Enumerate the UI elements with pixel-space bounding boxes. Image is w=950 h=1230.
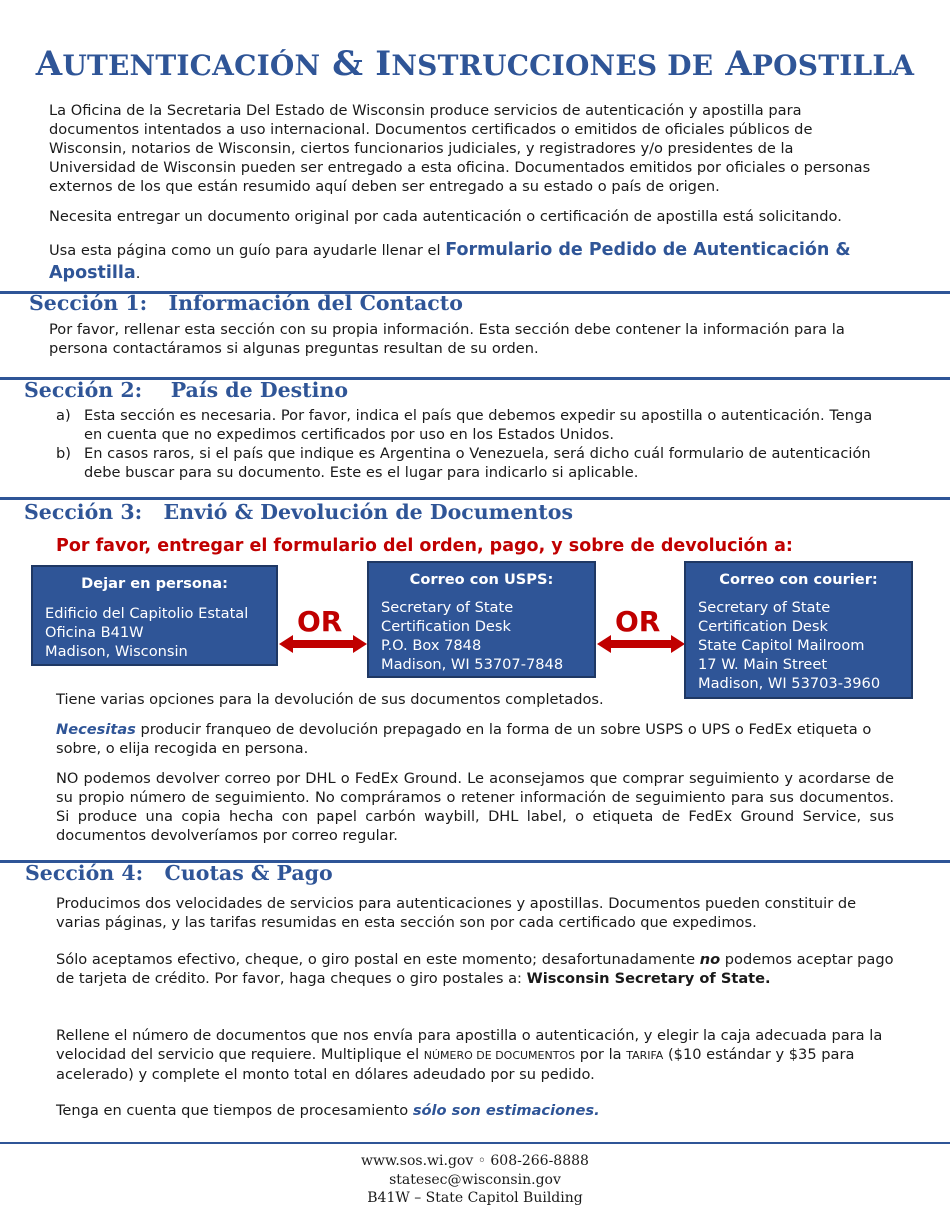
return-options-text: Tiene varias opciones para la devolución de sus documentos completados.: [56, 691, 604, 708]
list-item: a) Esta sección es necesaria. Por favor, indica el país que debemos expedir su apostilla o autenticación. Tenga en cuenta que no expedimos certificados por uso en los Estados Unidos.: [56, 407, 873, 443]
order-form-link[interactable]: Formulario de Pedido de Autenticación & Apostilla: [49, 240, 851, 283]
double-arrow-icon: [597, 633, 685, 655]
double-arrow-icon: [279, 633, 367, 655]
courier-title: Correo con courier:: [719, 571, 878, 588]
section-1-text: Por favor, rellenar esta sección con su propia información. Esta sección debe contener la información para la persona contactáramos si algunas preguntas resultan de su orden.: [49, 321, 845, 357]
payee-name: Wisconsin Secretary of State.: [526, 970, 771, 987]
fee-calculation-text: Rellene el número de documentos que nos envía para apostilla o autenticación, y elegir la caja adecuada para la velocidad del servicio que requiere. Multiplique el NÚMERO DE DOCUMENTOS por la TARIFA ($10 estándar y $35 para acelerado) y complete el monto total en dólares adeudado por su pedido.: [56, 1027, 883, 1083]
fees-intro-text: Producimos dos velocidades de servicios para autenticaciones y apostillas. Documentos pueden constituir de varias páginas, y las tarifas resumidas en esta sección son por cada certificado que expedimos.: [56, 895, 857, 931]
section-3-heading: Sección 3: Envió & Devolución de Documentos: [24, 500, 573, 524]
submission-instructions-heading: Por favor, entregar el formulario del orden, pago, y sobre de devolución a:: [56, 536, 793, 556]
or-label: OR: [297, 605, 343, 638]
footer-address: B41W – State Capitol Building: [367, 1190, 583, 1206]
usps-box: Correo con USPS: Secretary of State Certification Desk P.O. Box 7848 Madison, WI 53707-7848: [367, 561, 596, 678]
footer-divider: [0, 1142, 950, 1144]
footer-email: statesec@wisconsin.gov: [389, 1172, 561, 1188]
intro-guide-paragraph: Usa esta página como un guío para ayudarle llenar el Formulario de Pedido de Autenticación & Apostilla.: [49, 240, 851, 283]
in-person-box: Dejar en persona: Edificio del Capitolio Estatal Oficina B41W Madison, Wisconsin: [31, 565, 278, 666]
footer-contact: www.sos.wi.gov ◦ 608-266-8888: [361, 1153, 589, 1169]
tracking-notice-text: NO podemos devolver correo por DHL o FedEx Ground. Le aconsejamos que comprar seguimiento y acordarse de su propio número de seguimiento. No compráramos o retener información de seguimiento para sus documentos. Si produce una copia hecha con papel carbón waybill, DHL label, o etiqueta de FedEx Ground Service, sus documentos devolveríamos por correo regular.: [56, 770, 894, 844]
return-postage-text: Necesitas producir franqueo de devolución prepagado en la forma de un sobre USPS o UPS o FedEx etiqueta o sobre, o elija recogida en persona.: [56, 721, 872, 757]
payment-methods-text: Sólo aceptamos efectivo, cheque, o giro postal en este momento; desafortunadamente no podemos aceptar pago de tarjeta de crédito. Por favor, haga cheques o giro postales a: Wisconsin Secretary of State.: [56, 951, 894, 987]
list-item: b) En casos raros, si el país que indique es Argentina o Venezuela, será dicho cuál formulario de autenticación debe buscar para su documento. Este es el lugar para indicarlo si aplicable.: [56, 445, 871, 481]
intro-original-document-note: Necesita entregar un documento original por cada autenticación o certificación de apostilla está solicitando.: [49, 208, 842, 225]
usps-title: Correo con USPS:: [409, 571, 554, 588]
or-label: OR: [615, 605, 661, 638]
courier-box: Correo con courier: Secretary of State Certification Desk State Capitol Mailroom 17 W. Main Street Madison, WI 53703-3960: [684, 561, 913, 699]
page-title: AUTENTICACIÓN & INSTRUCCIONES DE APOSTILLA: [35, 44, 915, 84]
section-1-heading: Sección 1: Información del Contacto: [29, 291, 463, 315]
in-person-title: Dejar en persona:: [81, 575, 228, 592]
intro-paragraph: La Oficina de la Secretaria Del Estado de Wisconsin produce servicios de autenticación y apostilla para documentos intentados a uso internacional. Documentos certificados o emitidos de oficiales públicos de Wisconsin, notarios de Wisconsin, ciertos funcionarios judiciales, y registradores y/o presidentes de la Universidad de Wisconsin pueden ser entregado a esta oficina. Documentados emitidos por oficiales o personas externos de los que están resumido aquí deben ser entregado a su estado o país de origen.: [49, 102, 871, 195]
processing-time-note: Tenga en cuenta que tiempos de procesamiento sólo son estimaciones.: [56, 1102, 600, 1119]
section-2-heading: Sección 2: País de Destino: [24, 378, 349, 402]
section-2-list: [56, 406, 886, 482]
section-4-heading: Sección 4: Cuotas & Pago: [25, 861, 333, 885]
